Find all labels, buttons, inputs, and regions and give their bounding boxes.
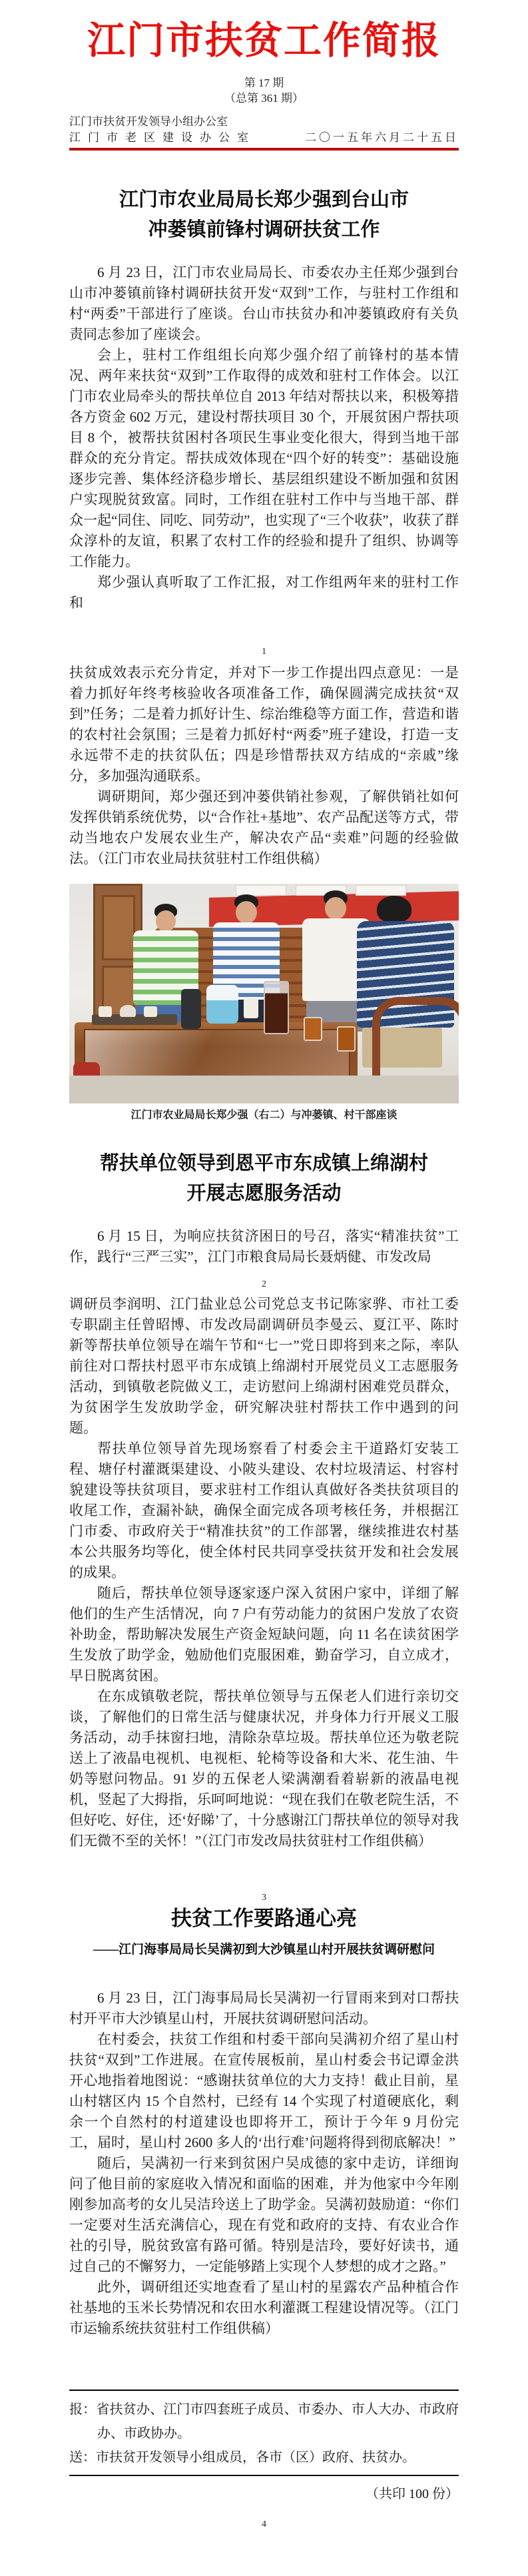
office-line-1: 江门市扶贫开发领导小组办公室: [69, 115, 228, 128]
photo-thermos-flask: [181, 989, 201, 1029]
photo-wall-sign-3: [356, 885, 406, 896]
photo-person-3-head: [325, 897, 346, 920]
photo-person-4-hair: [377, 896, 411, 922]
photo-tea-pitcher: [264, 981, 289, 1034]
photo-person-1-head: [156, 910, 176, 932]
article1-title: [69, 185, 459, 245]
photo-tea-cup-amber-2: [337, 1026, 356, 1052]
photo-white-mug: [244, 998, 258, 1018]
photo-teapot: [120, 1005, 136, 1017]
distribution-footer: [69, 2390, 459, 2530]
footer-send-line: [69, 2445, 459, 2469]
article1-title-line1: 江门市农业局局长郑少强到台山市: [119, 189, 409, 210]
footer-send-label: 送：: [69, 2450, 96, 2465]
photo-teacup-2: [144, 1006, 157, 1017]
photo-person-2-head: [236, 901, 257, 924]
article2-paragraph-3: 随后，帮扶单位领导逐家逐户深入贫困户家中，详细了解他们的生产生活情况，向 7 户有劳动能力的贫困户发放了农资补助金，帮助解决发展生产资金短缺问题，向 11 名在读贫困学生发放了助学金，勉励他们克服困难，勤奋学习，自立成才，早日脱离贫困。: [69, 1585, 459, 1684]
article2-title: [69, 1149, 459, 1209]
page-number-3: 3: [262, 1893, 266, 1903]
article3-paragraph-3: 随后，吴满初一行来到贫困户吴成德的家中走访，详细询问了他目前的家庭收入情况和面临的困难，并为他家中今年刚刚参加高考的女儿吴洁玲送上了助学金。吴满初鼓励道：“你们一定要对生活充满信心，现在有党和政府的支持、有农业合作社的引导，脱贫致富有路可循。特别是洁玲，要好好读书，通过自己的不懈努力，一定能够踏上实现个人梦想的成才之路。”: [69, 2155, 459, 2274]
photo-caption: 江门市农业局局长郑少强（右二）与冲蒌镇、村干部座谈: [131, 1110, 397, 1121]
photo-teacup-1: [99, 1006, 112, 1017]
article1-paragraph-2: 会上，驻村工作组组长向郑少强介绍了前锋村的基本情况、两年来扶贫“双到”工作取得的成效和驻村工作体会。以江门市农业局牵头的帮扶单位自 2013 年结对帮扶以来，积极筹措各方资金 602 万元，建设村帮扶项目 30 个，开展贫困户帮扶项目 8 个，被帮扶贫困村各项民生事业变化很大，得到当地干部群众的充分肯定。帮扶成效体现在“四个好的转变”：基础设施逐步完善、集体经济稳步增长、基层组织建设不断加强和贫困户实现脱贫致富。同时，工作组在驻村工作中与当地干部、群众一起“同住、同吃、同劳动”，也实现了“三个收获”，收获了群众淳朴的友谊，积累了农村工作的经验和提升了组织、协调等工作能力。: [69, 347, 459, 569]
article1-title-line2: 冲蒌镇前锋村调研扶贫工作: [148, 219, 380, 240]
issue-date: 二〇一五年六月二十五日: [305, 131, 459, 144]
print-copies-note: （共印 100 份）: [366, 2487, 459, 2501]
meeting-photo: [69, 884, 459, 1104]
page-number-1: 1: [262, 647, 266, 657]
footer-report-line: [69, 2398, 459, 2445]
office-line-2: 江门市老区建设办公室: [69, 131, 256, 144]
article2-paragraph-4: 在东成镇敬老院，帮扶单位领导与五保老人们进行亲切交谈，了解他们的日常生活与健康状况，并身体力行开展义工服务活动，动手抹窗扫地，清除杂草垃圾。帮扶单位还为敬老院送上了液晶电视机、电视柜、轮椅等设备和大米、花生油、牛奶等慰问物品。91 岁的五保老人梁满潮看着崭新的液晶电视机，竖起了大拇指，乐呵呵地说：“现在我们在敬老院生活，不但好吃、好住，还‘好睇’了，十分感谢江门帮扶单位的领导对我们无微不至的关怀！”（江门市发改局扶贫驻村工作组供稿）: [69, 1688, 459, 1849]
article2-paragraph-1-part2: 调研员李润明、江门盐业总公司党总支书记陈家骅、市社工委专职副主任曾昭博、市发改局副调研员李曼云、夏江平、陈时新等帮扶单位领导在端午节和“七一”党日即将到来之际，率队前往对口帮扶村恩平市东成镇上绵湖村开展党员义工志愿服务活动，到镇敬老院做义工，走访慰问上绵湖村困难党员群众，为贫困学生发放助学金，研究解决驻村帮扶工作中遇到的问题。: [69, 1296, 459, 1436]
article3-paragraph-2: 在村委会，扶贫工作组和村委干部向吴满初介绍了星山村扶贫“双到”工作进展。在宣传展板前，星山村委会书记谭金洪开心地指着地图说：“感谢扶贫单位的大力支持！截止目前，星山村辖区内 15 个自然村，已经有 14 个实现了村道硬底化，剩余一个自然村的村道建设也即将开工，预计于今年 9 月份完工，届时，星山村 2600 多人的‘出行难’问题将得到彻底解决！”: [69, 2031, 459, 2150]
article2-title-line2: 开展志愿服务活动: [186, 1183, 342, 1204]
footer-report-recipients: 省扶贫办、江门市四套班子成员、市委办、市人大办、市政府办、市政协办。: [96, 2402, 459, 2441]
article2-paragraph-2: 帮扶单位领导首先现场察看了村委会主干道路灯安装工程、塘仔村灌溉渠建设、小陂头建设、农村垃圾清运、村容村貌建设等扶贫项目，要求驻村工作组认真做好各类扶贫项目的收尾工作，查漏补缺，确保全面完成各项考核任务，并根据江门市委、市政府关于“精准扶贫”的工作部署，继续推进农村基本公共服务均等化，使全体村民共同享受扶贫开发和社会发展的成果。: [69, 1441, 459, 1580]
article1-paragraph-3-part1: 郑少强认真听取了工作汇报，对工作组两年来的驻村工作和: [69, 574, 459, 611]
article2-title-line1: 帮扶单位领导到恩平市东成镇上绵湖村: [99, 1153, 428, 1174]
bulletin-title: 江门市扶贫工作简报: [87, 20, 441, 62]
article2-paragraph-1-part1: 6 月 15 日，为响应扶贫济困日的号召，落实“精准扶贫”工作，践行“三严三实”，江门市粮食局局长聂炳健、市发改局: [69, 1228, 459, 1265]
article3-title: 扶贫工作要路通心亮: [171, 1907, 357, 1930]
footer-report-label: 报：: [69, 2402, 97, 2417]
article1-paragraph-4: 调研期间，郑少强还到冲蒌供销社参观，了解供销社如何发挥供销系统优势，以“合作社+基地”、农产品配送等方式，带动当地农户发展农业生产，解决农产品“卖难”问题的经验做法。（江门市农业局扶贫驻村工作组供稿）: [69, 789, 459, 866]
article1-paragraph-3-part2: 扶贫成效表示充分肯定，并对下一步工作提出四点意见：一是着力抓好年终考核验收各项准备工作，确保圆满完成扶贫“双到”任务；二是着力抓好计生、综治维稳等方面工作，营造和谐的农村社会氛围；三是着力抓好村“两委”班子建设，打造一支永远带不走的扶贫队伍；四是珍惜帮扶双方结成的“亲戚”缘分，多加强沟通联系。: [69, 665, 459, 784]
issue-total-number: （总第 361 期）: [224, 92, 304, 105]
article3-paragraph-1: 6 月 23 日，江门海事局局长吴满初一行冒雨来到对口帮扶村开平市大沙镇星山村，开展扶贫调研慰问活动。: [69, 1990, 459, 2027]
issue-number: 第 17 期: [244, 77, 284, 89]
article1-paragraph-1: 6 月 23 日，江门市农业局局长、市委农办主任郑少强到台山市冲蒌镇前锋村调研扶贫开发“双到”工作，与驻村工作组和村“两委”干部进行了座谈。台山市扶贫办和冲蒌镇政府有关负责同志参加了座谈会。: [69, 264, 459, 342]
photo-floor: [69, 1076, 459, 1104]
footer-bottom-rule: [69, 2475, 459, 2476]
masthead-divider-rule: [69, 148, 459, 151]
page-number-2: 2: [262, 1279, 266, 1289]
photo-tea-cup-amber-1: [304, 1017, 322, 1041]
photo-door-panel-top: [102, 895, 135, 960]
footer-send-recipients: 市扶贫开发领导小组成员，各市（区）政府、扶贫办。: [96, 2450, 415, 2465]
page-number-4: 4: [262, 2519, 266, 2529]
issuing-offices: [69, 115, 459, 145]
article3-subtitle: ——江门海事局局长吴满初到大沙镇星山村开展扶贫调研慰问: [93, 1943, 435, 1957]
article3-paragraph-4: 此外，调研组还实地查看了星山村的星露农产品种植合作社基地的玉米长势情况和农田水利灌溉工程建设情况等。（江门市运输系统扶贫驻村工作组供稿）: [69, 2279, 459, 2336]
photo-wet-wipes-box: [206, 985, 238, 1024]
